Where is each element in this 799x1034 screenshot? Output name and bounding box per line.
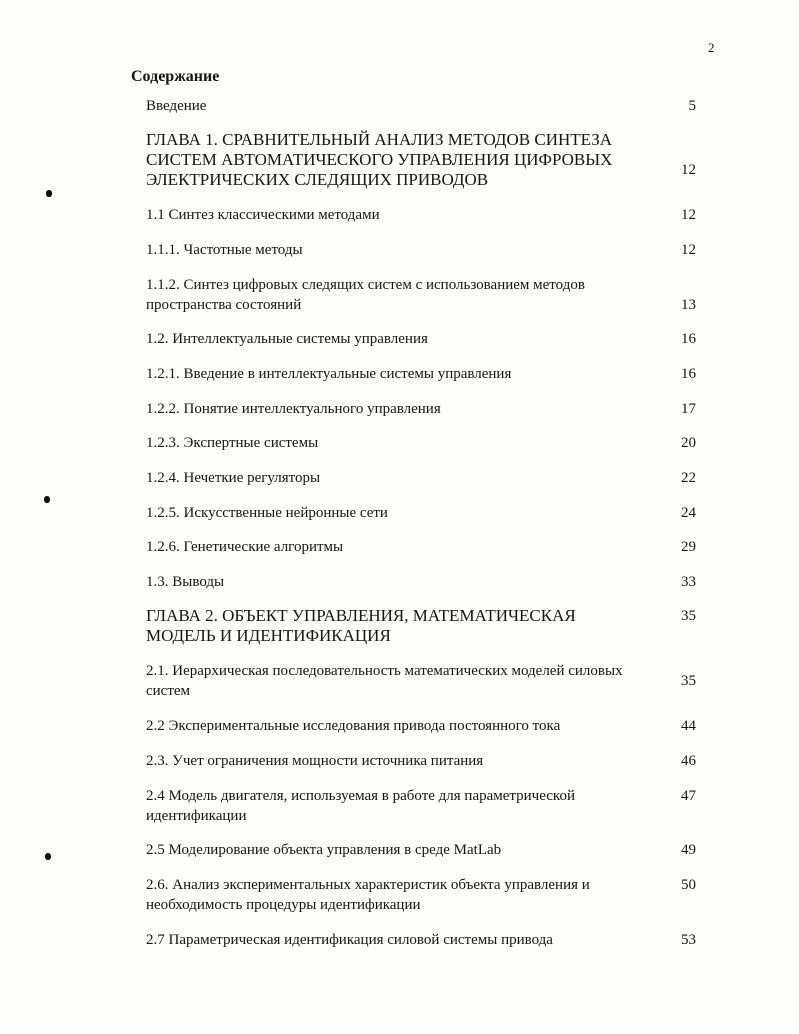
entry-page: 16 <box>681 331 696 347</box>
entry-title: 1.2.4. Нечеткие регуляторы <box>146 470 321 486</box>
toc-entry-1-1-2[interactable] <box>146 275 696 315</box>
entry-page: 47 <box>681 788 696 804</box>
entry-title: 2.5 Моделирование объекта управления в среде MatLab <box>146 842 502 858</box>
toc-entry-2-2[interactable] <box>146 716 696 736</box>
entry-title: Введение <box>146 98 207 114</box>
entry-page: 35 <box>681 608 696 624</box>
toc-entry-2-3[interactable] <box>146 751 696 771</box>
entry-title: 2.1. Иерархическая последовательность математических моделей силовых систем <box>146 663 623 699</box>
entry-page: 12 <box>681 207 696 223</box>
entry-page: 35 <box>681 673 696 689</box>
entry-title: 1.2.3. Экспертные системы <box>146 435 319 451</box>
toc-entry-1-2-2[interactable] <box>146 399 696 419</box>
toc-entry-1-2-6[interactable] <box>146 537 696 557</box>
entry-title: 1.2. Интеллектуальные системы управления <box>146 331 428 347</box>
toc-entry-intro[interactable] <box>146 96 696 116</box>
toc-entry-2-4[interactable] <box>146 786 696 826</box>
entry-title: 1.1.2. Синтез цифровых следящих систем с использованием методов пространства состояний <box>146 277 585 313</box>
entry-page: 17 <box>681 401 696 417</box>
entry-title: 2.7 Параметрическая идентификация силовой системы привода <box>146 932 553 948</box>
toc-entry-1-2[interactable] <box>146 329 696 349</box>
toc-entry-1-2-3[interactable] <box>146 433 696 453</box>
entry-page: 29 <box>681 539 696 555</box>
toc-entry-1-3[interactable] <box>146 572 696 592</box>
toc-entry-1-2-5[interactable] <box>146 503 696 523</box>
entry-page: 5 <box>688 98 696 114</box>
entry-page: 49 <box>681 842 696 858</box>
entry-page: 16 <box>681 366 696 382</box>
entry-page: 33 <box>681 574 696 590</box>
entry-title: 2.4 Модель двигателя, используемая в работе для параметрической идентификации <box>146 788 575 824</box>
toc-entry-2-1[interactable] <box>146 661 696 701</box>
toc-title: Содержание <box>131 68 220 85</box>
entry-page: 44 <box>681 718 696 734</box>
toc-entry-1-2-1[interactable] <box>146 364 696 384</box>
toc-entry-chapter-2[interactable] <box>146 606 696 646</box>
toc-entry-2-7[interactable] <box>146 930 696 950</box>
entry-title: 1.1.1. Частотные методы <box>146 242 303 258</box>
entry-title: 1.2.1. Введение в интеллектуальные системы управления <box>146 366 512 382</box>
entry-page: 46 <box>681 753 696 769</box>
entry-page: 50 <box>681 877 696 893</box>
toc-entry-chapter-1[interactable] <box>146 130 696 190</box>
entry-page: 12 <box>681 242 696 258</box>
entry-page: 22 <box>681 470 696 486</box>
toc-entry-1-1[interactable] <box>146 205 696 225</box>
entry-page: 24 <box>681 505 696 521</box>
entry-title: ГЛАВА 2. ОБЪЕКТ УПРАВЛЕНИЯ, МАТЕМАТИЧЕСКАЯ МОДЕЛЬ И ИДЕНТИФИКАЦИЯ <box>146 606 576 645</box>
toc-entry-1-1-1[interactable] <box>146 240 696 260</box>
page-number: 2 <box>708 40 715 55</box>
entry-title: 1.2.2. Понятие интеллектуального управления <box>146 401 441 417</box>
entry-title: 2.6. Анализ экспериментальных характеристик объекта управления и необходимость процедуры идентификации <box>146 877 590 913</box>
entry-title: 1.2.6. Генетические алгоритмы <box>146 539 344 555</box>
scan-mark <box>45 853 51 860</box>
entry-page: 20 <box>681 435 696 451</box>
entry-title: 1.3. Выводы <box>146 574 225 590</box>
entry-title: 2.3. Учет ограничения мощности источника питания <box>146 753 484 769</box>
entry-title: 1.2.5. Искусственные нейронные сети <box>146 505 388 521</box>
scan-mark <box>46 190 52 197</box>
scan-mark <box>44 496 50 503</box>
toc-entry-2-6[interactable] <box>146 875 696 915</box>
entry-page: 53 <box>681 932 696 948</box>
entry-title: ГЛАВА 1. СРАВНИТЕЛЬНЫЙ АНАЛИЗ МЕТОДОВ СИНТЕЗА СИСТЕМ АВТОМАТИЧЕСКОГО УПРАВЛЕНИЯ ЦИФРОВЫХ ЭЛЕКТРИЧЕСКИХ СЛЕДЯЩИХ ПРИВОДОВ <box>146 130 613 189</box>
entry-title: 2.2 Экспериментальные исследования привода постоянного тока <box>146 718 561 734</box>
toc-entry-2-5[interactable] <box>146 840 696 860</box>
toc-entry-1-2-4[interactable] <box>146 468 696 488</box>
entry-title: 1.1 Синтез классическими методами <box>146 207 380 223</box>
entry-page: 12 <box>681 162 696 178</box>
entry-page: 13 <box>681 297 696 313</box>
